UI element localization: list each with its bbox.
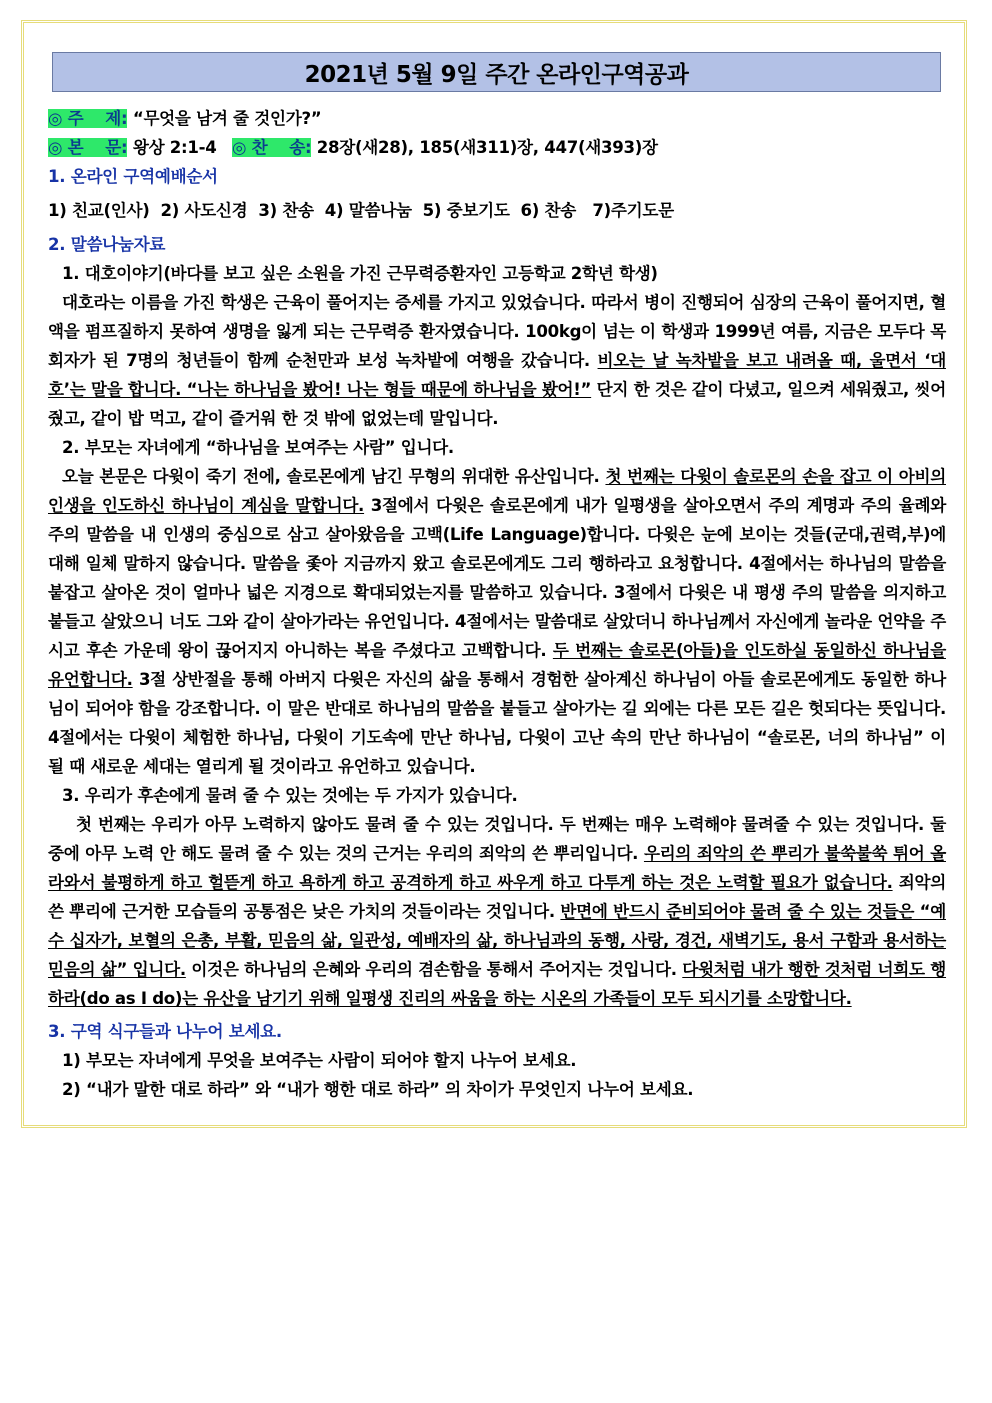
parents-text-c: 3절 상반절을 통해 아버지 다윗은 자신의 삶을 통해서 경험한 살아계신 하나님이 아들 솔로몬에게도 동일한 하나님이 되어야 함을 강조합니다. 이 말은 반대로 하나님의 말씀을 붙들고 살아가는 길 외에는 다른 모든 길은 헛되다는 뜻입니다. 4절에서는 다윗이 체험한 하나님, 다윗이 기도속에 만난 하나님, 다윗이 고난 속의 만난 하나님이 “솔로몬, 너의 하나님” 이 될 때 새로운 세대는 열리게 될 것이라고 유언하고 있습니다. [48, 670, 946, 776]
parents-heading: 2. 부모는 자녀에게 “하나님을 보여주는 사람” 입니다. [62, 438, 454, 457]
parents-text-b: 3절에서 다윗은 솔로몬에게 내가 일평생을 살아오면서 주의 계명과 주의 율례와 주의 말씀을 내 인생의 중심으로 삼고 살아왔음을 고백(Life Language)합니다. 다윗은 눈에 보이는 것들(군대,권력,부)에 대해 일체 말하지 않습니다. 말씀을 좇아 지금까지 왔고 솔로몬에게도 그리 행하라고 요청합니다. 4절에서는 하나님의 말씀을 붙잡고 살아온 것이 얼마나 넓은 지경으로 확대되었는지를 말씀하고 있습니다. 3절에서 다윗은 내 평생 주의 말씀을 의지하고 붙들고 살았으니 너도 그와 같이 살아가라는 유언입니다. 4절에서는 말씀대로 살았더니 하나님께서 자신에게 놀라운 언약을 주시고 후손 가운데 왕이 끊어지지 아니하는 복을 주셨다고 고백합니다. [48, 496, 946, 660]
section1-title: 1. 온라인 구역예배순서 [48, 167, 218, 186]
parents-text-underlined-2: 두 번째는 솔로몬(아들)을 인도하실 동일하신 하나님을 유언합니다. [48, 641, 946, 689]
section3-title: 3. 구역 식구들과 나누어 보세요. [48, 1022, 282, 1041]
legacy-text-underlined-1: 우리의 죄악의 쓴 뿌리가 불쑥불쑥 튀어 올라와서 불평하게 하고 헐뜯게 하고 욕하게 하고 공격하게 하고 싸우게 하고 다투게 하는 것은 노력할 필요가 없습니다. [48, 844, 946, 892]
hymn-value: 28장(새28), 185(새311)장, 447(새393)장 [316, 138, 658, 157]
page-title-box [52, 52, 941, 92]
legacy-text-a: 첫 번째는 우리가 아무 노력하지 않아도 물려 줄 수 있는 것입니다. 두 번째는 매우 노력해야 물려줄 수 있는 것입니다. 둘 중에 아무 노력 안 해도 물려 줄 수 있는 것의 근거는 우리의 죄악의 쓴 뿌리입니다. [48, 815, 946, 863]
story-paragraph [48, 288, 946, 433]
question-2: 2) “내가 말한 대로 하라” 와 “내가 행한 대로 하라” 의 차이가 무엇인지 나누어 보세요. [62, 1080, 694, 1099]
theme-line [48, 104, 946, 133]
legacy-text-underlined-3: 다윗처럼 내가 행한 것처럼 너희도 행하라(do as I do)는 유산을 남기기 위해 일평생 진리의 싸움을 하는 시온의 가족들이 모두 되시기를 소망합니다. [48, 960, 947, 1008]
question-1: 1) 부모는 자녀에게 무엇을 보여주는 사람이 되어야 할지 나누어 보세요. [62, 1051, 577, 1070]
parents-text-underlined-1: 첫 번째는 다윗이 솔로몬의 손을 잡고 이 아비의 인생을 인도하신 하나님이 계심을 말합니다. [48, 467, 946, 515]
text-label: ◎ 본 문: [48, 138, 128, 157]
story-text-underlined: 비오는 날 녹차밭을 보고 내려올 때, 울면서 ‘대호’는 말을 합니다. “나는 하나님을 봤어! 나는 형들 때문에 하나님을 봤어!” [48, 351, 946, 399]
parents-text-a: 오늘 본문은 다윗이 죽기 전에, 솔로몬에게 남긴 무형의 위대한 유산입니다. [62, 467, 606, 486]
page-title: 2021년 5월 9일 주간 온라인구역공과 [304, 61, 689, 88]
legacy-paragraph [48, 810, 946, 1013]
worship-order: 1) 친교(인사) 2) 사도신경 3) 찬송 4) 말씀나눔 5) 중보기도 6) 찬송 7)주기도문 [48, 201, 674, 220]
legacy-heading: 3. 우리가 후손에게 물려 줄 수 있는 것에는 두 가지가 있습니다. [62, 786, 518, 805]
document-body [48, 104, 946, 1104]
legacy-text-b: 죄악의 쓴 뿌리에 근거한 모습들의 공통점은 낮은 가치의 것들이라는 것입니다. [48, 873, 946, 921]
story-heading: 1. 대호이야기(바다를 보고 싶은 소원을 가진 근무력증환자인 고등학교 2학년 학생) [62, 264, 658, 283]
hymn-label: ◎ 찬 송: [231, 138, 312, 157]
story-text-a: 대호라는 이름을 가진 학생은 근육이 풀어지는 증세를 가지고 있었습니다. 따라서 병이 진행되어 심장의 근육이 풀어지면, 혈액을 펌프질하지 못하여 생명을 잃게 되는 근무력증 환자였습니다. 100kg이 넘는 이 학생과 1999년 여름, 지금은 모두다 목회자가 된 7명의 청년들이 함께 순천만과 보성 녹차밭에 여행을 갔습니다. [48, 293, 946, 370]
legacy-text-underlined-2: 반면에 반드시 준비되어야 물려 줄 수 있는 것들은 “예수 십자가, 보혈의 은총, 부활, 믿음의 삶, 일관성, 예배자의 삶, 하나님과의 동행, 사랑, 경건, 새벽기도, 용서 구함과 용서하는 믿음의 삶” 입니다. [48, 902, 946, 979]
story-text-b: 단지 한 것은 같이 다녔고, 일으켜 세워줬고, 씻어줬고, 같이 밥 먹고, 같이 즐거워 한 것 밖에 없었는데 말입니다. [48, 380, 947, 428]
legacy-text-c: 이것은 하나님의 은혜와 우리의 겸손함을 통해서 주어지는 것입니다. [185, 960, 683, 979]
parents-paragraph [48, 462, 946, 781]
section2-title: 2. 말씀나눔자료 [48, 235, 166, 254]
theme-value: “무엇을 남겨 줄 것인가?” [132, 109, 322, 128]
theme-label: ◎ 주 제: [48, 109, 128, 128]
text-hymn-line [48, 133, 946, 162]
text-value: 왕상 2:1-4 [132, 138, 217, 157]
